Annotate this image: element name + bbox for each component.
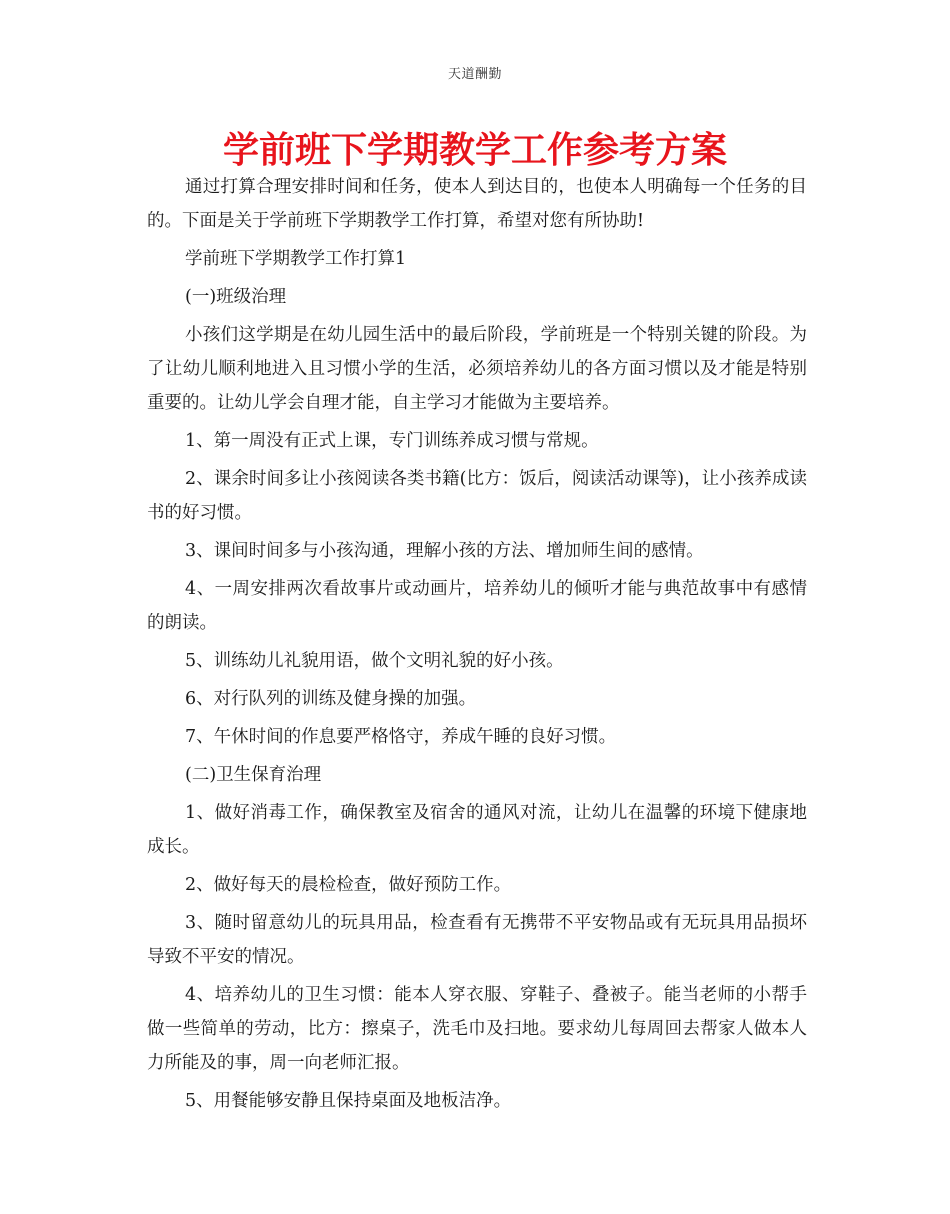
paragraph-class-management-intro: 小孩们这学期是在幼儿园生活中的最后阶段，学前班是一个特别关键的阶段。为了让幼儿顺利地进入且习惯小学的生活，必须培养幼儿的各方面习惯以及才能是特别重要的。让幼儿学会自理才能，自主学习才能做为主要培养。 <box>147 325 807 413</box>
list-item: 3、随时留意幼儿的玩具用品，检查看有无携带不平安物品或有无玩具用品损坏导致不平安的情况。 <box>147 913 807 967</box>
list-item: 1、做好消毒工作，确保教室及宿舍的通风对流，让幼儿在温馨的环境下健康地成长。 <box>147 803 807 857</box>
document-title: 学前班下学期教学工作参考方案 <box>222 130 727 171</box>
section-heading-plan-1: 学前班下学期教学工作打算1 <box>185 249 407 269</box>
paragraph-intro: 通过打算合理安排时间和任务，使本人到达目的，也使本人明确每一个任务的目的。下面是关于学前班下学期教学工作打算，希望对您有所协助! <box>147 177 807 231</box>
list-item: 7、午休时间的作息要严格恪守，养成午睡的良好习惯。 <box>185 727 617 747</box>
subsection-heading-class-management: (一)班级治理 <box>185 287 287 307</box>
list-item: 5、训练幼儿礼貌用语，做个文明礼貌的好小孩。 <box>185 651 564 671</box>
list-item: 2、课余时间多让小孩阅读各类书籍(比方：饭后，阅读活动课等)，让小孩养成读书的好习惯。 <box>147 469 807 523</box>
header-watermark-text: 天道酬勤 <box>447 67 502 82</box>
list-item: 3、课间时间多与小孩沟通，理解小孩的方法、增加师生间的感情。 <box>185 541 704 561</box>
document-body <box>147 170 807 1122</box>
list-item: 4、一周安排两次看故事片或动画片，培养幼儿的倾听才能与典范故事中有感情的朗读。 <box>147 579 807 633</box>
list-item: 5、用餐能够安静且保持桌面及地板洁净。 <box>185 1091 512 1111</box>
list-item: 2、做好每天的晨检检查，做好预防工作。 <box>185 875 512 895</box>
list-item: 4、培养幼儿的卫生习惯：能本人穿衣服、穿鞋子、叠被子。能当老师的小帮手做一些简单的劳动，比方：擦桌子，洗毛巾及扫地。要求幼儿每周回去帮家人做本人力所能及的事，周一向老师汇报。 <box>147 985 807 1073</box>
list-item: 6、对行队列的训练及健身操的加强。 <box>185 689 477 709</box>
list-item: 1、第一周没有正式上课，专门训练养成习惯与常规。 <box>185 431 599 451</box>
subsection-heading-hygiene-care: (二)卫生保育治理 <box>185 765 322 785</box>
